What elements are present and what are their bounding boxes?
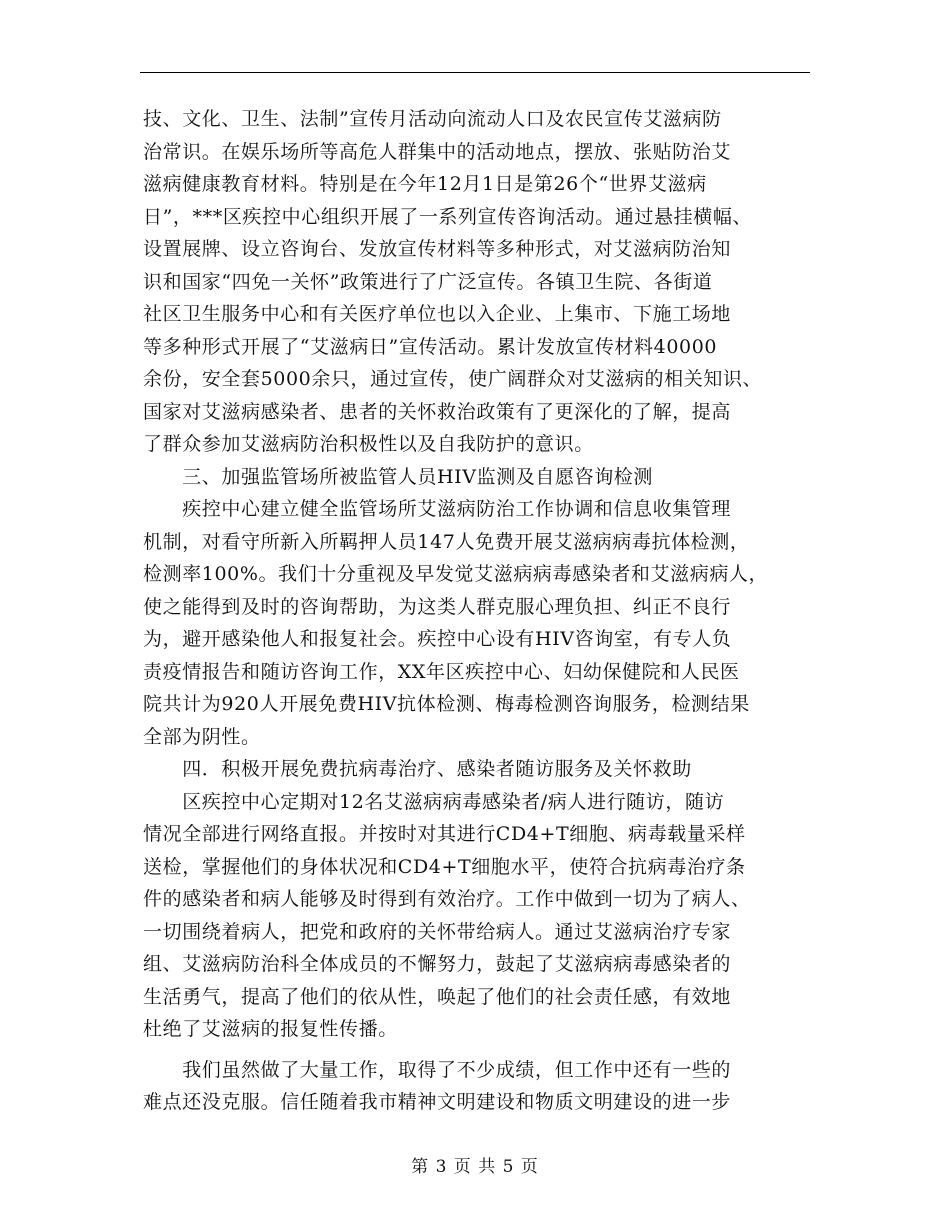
text-line: 治常识。在娱乐场所等高危人群集中的活动地点，摆放、张贴防治艾 bbox=[143, 140, 732, 163]
text-line: 使之能得到及时的咨询帮助，为这类人群克服心理负担、纠正不良行 bbox=[143, 595, 732, 618]
text-line: 机制，对看守所新入所羁押人员147人免费开展艾滋病病毒抗体检测， bbox=[143, 530, 750, 553]
text-line: 社区卫生服务中心和有关医疗单位也以入企业、上集市、下施工场地 bbox=[143, 303, 732, 325]
text-line: 设置展牌、设立咨询台、发放宣传材料等多种形式，对艾滋病防治知 bbox=[143, 238, 732, 260]
text-line: 杜绝了艾滋病的报复性传播。 bbox=[143, 1018, 398, 1040]
text-line: 生活勇气，提高了他们的依从性，唤起了他们的社会责任感，有效地 bbox=[143, 985, 732, 1008]
text-line: 为，避开感染他人和报复社会。疾控中心设有HIV咨询室，有专人负 bbox=[143, 628, 732, 650]
text-line: 全部为阴性。 bbox=[143, 725, 261, 748]
text-line: 滋病健康教育材料。特别是在今年12月1日是第26个“世界艾滋病 bbox=[143, 173, 707, 195]
text-line: 院共计为920人开展免费HIV抗体检测、梅毒检测咨询服务，检测结果 bbox=[143, 693, 750, 715]
text-line: 了群众参加艾滋病防治积极性以及自我防护的意识。 bbox=[143, 433, 594, 455]
text-line: 日”，***区疾控中心组织开展了一系列宣传咨询活动。通过悬挂横幅、 bbox=[143, 205, 753, 228]
text-line: 件的感染者和病人能够及时得到有效治疗。工作中做到一切为了病人、 bbox=[143, 888, 751, 910]
text-line: 技、文化、卫生、法制”宣传月活动向流动人口及农民宣传艾滋病防 bbox=[143, 108, 722, 130]
text-line: 区疾控中心定期对12名艾滋病病毒感染者/病人进行随访，随访 bbox=[143, 790, 725, 813]
text-line: 余份，安全套5000余只，通过宣传，使广阔群众对艾滋病的相关知识、 bbox=[143, 368, 763, 390]
text-line: 送检，掌握他们的身体状况和CD4+T细胞水平，使符合抗病毒治疗条 bbox=[143, 855, 746, 878]
text-line: 检测率100%。我们十分重视及早发觉艾滋病病毒感染者和艾滋病病人， bbox=[143, 563, 769, 585]
section-heading: 四．积极开展免费抗病毒治疗、感染者随访服务及关怀救助 bbox=[143, 758, 692, 780]
text-line: 责疫情报告和随访咨询工作，XX年区疾控中心、妇幼保健院和人民医 bbox=[143, 660, 740, 683]
header-rule bbox=[140, 72, 810, 73]
text-line: 一切围绕着病人，把党和政府的关怀带给病人。通过艾滋病治疗专家 bbox=[143, 920, 732, 943]
text-line: 国家对艾滋病感染者、患者的关怀救治政策有了更深化的了解，提高 bbox=[143, 400, 732, 423]
text-line: 疾控中心建立健全监管场所艾滋病防治工作协调和信息收集管理 bbox=[143, 498, 732, 520]
text-line: 识和国家“四免一关怀”政策进行了广泛宣传。各镇卫生院、各街道 bbox=[143, 270, 713, 293]
text-line: 等多种形式开展了“艾滋病日”宣传活动。累计发放宣传材料40000 bbox=[143, 335, 718, 358]
body-text bbox=[143, 103, 815, 1119]
section-heading: 三、加强监管场所被监管人员HIV监测及自愿咨询检测 bbox=[143, 465, 653, 488]
page-footer: 第 3 页 共 5 页 bbox=[411, 1157, 539, 1177]
text-line: 难点还没克服。信任随着我市精神文明建设和物质文明建设的进一步 bbox=[143, 1091, 732, 1113]
text-line: 情况全部进行网络直报。并按时对其进行CD4+T细胞、病毒载量采样 bbox=[143, 823, 746, 845]
text-line: 我们虽然做了大量工作，取得了不少成绩，但工作中还有一些的 bbox=[143, 1058, 732, 1081]
text-line: 组、艾滋病防治科全体成员的不懈努力，鼓起了艾滋病病毒感染者的 bbox=[143, 953, 732, 975]
